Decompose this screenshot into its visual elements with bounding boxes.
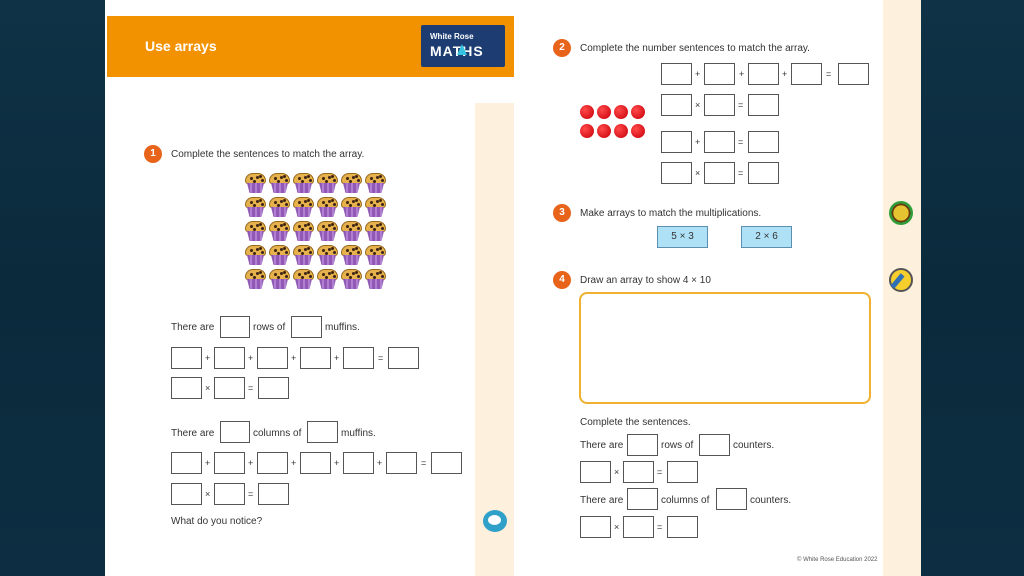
muffin-icon <box>244 197 267 218</box>
q4-cols-factor-box[interactable] <box>623 516 654 538</box>
muffin-icon <box>244 173 267 194</box>
muffin-icon <box>268 269 291 290</box>
times-sign: × <box>614 467 620 477</box>
pencil-shape <box>890 273 904 288</box>
q1-cols-factor-box[interactable] <box>171 483 202 505</box>
q1-cols-add-box[interactable] <box>386 452 417 474</box>
plus-sign: + <box>695 137 701 147</box>
muffin-icon <box>244 245 267 266</box>
muffin-icon <box>316 221 339 242</box>
q4-rows-factor-box[interactable] <box>623 461 654 483</box>
equals-sign: = <box>738 168 744 178</box>
muffin-icon <box>268 245 291 266</box>
equals-sign: = <box>378 353 384 363</box>
equals-sign: = <box>738 100 744 110</box>
q4-cols-middle: columns of <box>661 495 710 506</box>
q4-cols-count-box[interactable] <box>627 488 658 510</box>
q1-cols-add-box[interactable] <box>343 452 374 474</box>
times-sign: × <box>695 100 701 110</box>
q4-rows-middle: rows of <box>661 440 694 451</box>
plus-sign: + <box>205 353 211 363</box>
drawing-area[interactable] <box>579 292 871 404</box>
times-sign: × <box>614 522 620 532</box>
equals-sign: = <box>657 467 663 477</box>
q2-factor-box[interactable] <box>704 94 735 116</box>
q1-instruction: Complete the sentences to match the array. <box>171 149 365 160</box>
muffin-icon <box>364 197 387 218</box>
q4-rows-product-box[interactable] <box>667 461 698 483</box>
equals-sign: = <box>738 137 744 147</box>
q2-product-box[interactable] <box>748 162 779 184</box>
q1-cols-product-box[interactable] <box>258 483 289 505</box>
q1-cols-total-box[interactable] <box>431 452 462 474</box>
q3-instruction: Make arrays to match the multiplications. <box>580 208 762 219</box>
muffin-icon <box>244 269 267 290</box>
red-counter-icon <box>580 124 594 138</box>
muffin-icon <box>292 221 315 242</box>
equals-sign: = <box>248 383 254 393</box>
muffin-icon <box>316 173 339 194</box>
times-sign: × <box>695 168 701 178</box>
red-counter-icon <box>597 105 611 119</box>
q1-cols-end: muffins. <box>341 428 376 439</box>
q2-product-box[interactable] <box>748 94 779 116</box>
multiplication-card <box>741 226 792 248</box>
red-counter-icon <box>631 124 645 138</box>
q4-rows-factor-box[interactable] <box>580 461 611 483</box>
plus-sign: + <box>334 458 340 468</box>
q1-rows-add-box[interactable] <box>343 347 374 369</box>
q4-cols-end: counters. <box>750 495 792 506</box>
muffin-icon <box>340 221 363 242</box>
q4-complete-instruction: Complete the sentences. <box>580 417 691 428</box>
q4-instruction: Draw an array to show 4 × 10 <box>580 275 711 286</box>
q1-rows-add-box[interactable] <box>171 347 202 369</box>
q1-cols-middle: columns of <box>253 428 302 439</box>
chat-bubble-shape <box>488 515 501 525</box>
muffin-icon <box>292 245 315 266</box>
pencil-icon[interactable] <box>889 268 913 292</box>
q2-add-box[interactable] <box>704 63 735 85</box>
q1-notice-question: What do you notice? <box>171 516 263 527</box>
q1-rows-add-box[interactable] <box>214 347 245 369</box>
logo-line-2: MATHS <box>430 43 484 59</box>
q4-number-badge: 4 <box>553 271 571 289</box>
q2-add-box[interactable] <box>661 131 692 153</box>
q4-cols-size-box[interactable] <box>716 488 747 510</box>
muffin-icon <box>268 197 291 218</box>
q2-number-badge: 2 <box>553 39 571 57</box>
q1-rows-count-box[interactable] <box>220 316 250 338</box>
muffin-icon <box>316 245 339 266</box>
q1-rows-factor-box[interactable] <box>171 377 202 399</box>
plus-sign: + <box>377 458 383 468</box>
muffin-icon <box>364 173 387 194</box>
equals-sign: = <box>248 489 254 499</box>
muffin-icon <box>364 269 387 290</box>
q2-add-box[interactable] <box>661 63 692 85</box>
q1-rows-factor-box[interactable] <box>214 377 245 399</box>
times-sign: × <box>205 383 211 393</box>
copyright-notice: © White Rose Education 2022 <box>797 557 878 563</box>
red-counter-icon <box>614 124 628 138</box>
muffin-icon <box>364 245 387 266</box>
plus-sign: + <box>291 458 297 468</box>
chat-icon[interactable] <box>483 510 507 532</box>
counters-icon[interactable] <box>889 201 913 225</box>
muffin-icon <box>292 269 315 290</box>
q1-cols-count-box[interactable] <box>220 421 250 443</box>
plus-sign: + <box>248 353 254 363</box>
muffin-icon <box>316 197 339 218</box>
muffin-icon <box>244 221 267 242</box>
multiplication-card-label: 2 × 6 <box>741 226 792 248</box>
plus-sign: + <box>739 69 745 79</box>
logo-line-1: White Rose <box>430 32 474 41</box>
q2-factor-box[interactable] <box>661 162 692 184</box>
q1-rows-end: muffins. <box>325 322 360 333</box>
muffin-icon <box>292 173 315 194</box>
q1-cols-factor-box[interactable] <box>214 483 245 505</box>
white-rose-logo <box>421 25 505 67</box>
red-counter-icon <box>631 105 645 119</box>
muffin-icon <box>340 269 363 290</box>
q4-cols-product-box[interactable] <box>667 516 698 538</box>
q2-factor-box[interactable] <box>661 94 692 116</box>
q4-cols-start: There are <box>580 495 624 506</box>
q1-rows-size-box[interactable] <box>291 316 322 338</box>
q2-add-box[interactable] <box>704 131 735 153</box>
plus-sign: + <box>248 458 254 468</box>
q1-rows-add-box[interactable] <box>300 347 331 369</box>
plus-sign: + <box>334 353 340 363</box>
multiplication-card-label: 5 × 3 <box>657 226 708 248</box>
page-title: Use arrays <box>145 38 217 54</box>
muffin-icon <box>292 197 315 218</box>
counter-array <box>580 105 650 140</box>
red-counter-icon <box>614 105 628 119</box>
q4-rows-start: There are <box>580 440 624 451</box>
q1-cols-add-box[interactable] <box>214 452 245 474</box>
q1-cols-size-box[interactable] <box>307 421 338 443</box>
plus-sign: + <box>695 69 701 79</box>
logo-triangle-icon <box>457 44 467 55</box>
q2-instruction: Complete the number sentences to match the array. <box>580 43 810 54</box>
q2-add-box[interactable] <box>791 63 822 85</box>
equals-sign: = <box>657 522 663 532</box>
q1-rows-product-box[interactable] <box>258 377 289 399</box>
q1-rows-total-box[interactable] <box>388 347 419 369</box>
q4-rows-count-box[interactable] <box>627 434 658 456</box>
q2-add-box[interactable] <box>748 63 779 85</box>
plus-sign: + <box>205 458 211 468</box>
muffin-icon <box>316 269 339 290</box>
q4-rows-end: counters. <box>733 440 775 451</box>
plus-sign: + <box>782 69 788 79</box>
muffin-icon <box>340 173 363 194</box>
muffin-icon <box>268 221 291 242</box>
q1-cols-add-box[interactable] <box>257 452 288 474</box>
muffin-icon <box>364 221 387 242</box>
column-divider <box>475 103 514 576</box>
multiplication-card <box>657 226 708 248</box>
red-counter-icon <box>597 124 611 138</box>
q1-cols-start: There are <box>171 428 215 439</box>
times-sign: × <box>205 489 211 499</box>
q2-add-total-box[interactable] <box>838 63 869 85</box>
q2-add-total-box[interactable] <box>748 131 779 153</box>
muffin-icon <box>340 245 363 266</box>
muffin-array <box>244 173 389 293</box>
q4-cols-factor-box[interactable] <box>580 516 611 538</box>
q1-rows-add-box[interactable] <box>257 347 288 369</box>
q1-cols-add-box[interactable] <box>300 452 331 474</box>
plus-sign: + <box>291 353 297 363</box>
red-counter-icon <box>580 105 594 119</box>
q2-factor-box[interactable] <box>704 162 735 184</box>
equals-sign: = <box>421 458 427 468</box>
muffin-icon <box>268 173 291 194</box>
q1-rows-middle: rows of <box>253 322 286 333</box>
q3-number-badge: 3 <box>553 204 571 222</box>
q1-rows-start: There are <box>171 322 215 333</box>
q1-number-badge: 1 <box>144 145 162 163</box>
equals-sign: = <box>826 69 832 79</box>
q4-rows-size-box[interactable] <box>699 434 730 456</box>
q1-cols-add-box[interactable] <box>171 452 202 474</box>
muffin-icon <box>340 197 363 218</box>
